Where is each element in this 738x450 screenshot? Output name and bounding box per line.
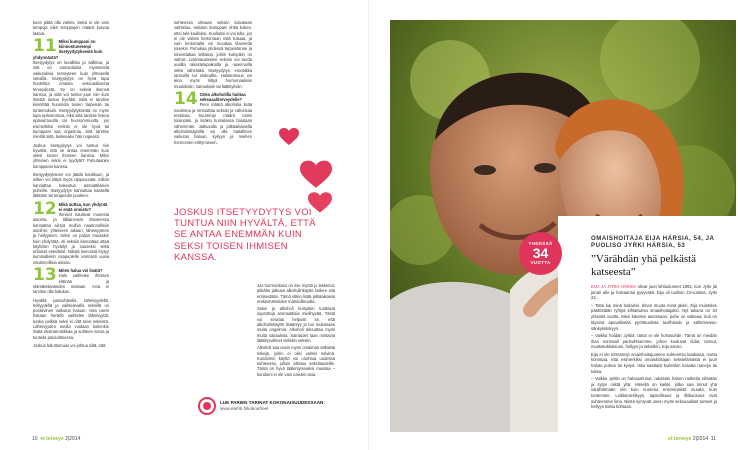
- story-intro: EIJA JA JYRKI HÄRSIA: [591, 284, 637, 289]
- body-paragraph: Jos hormonitaso on itse myötä jo laskenut, pitkään jatkuva alkoholinkäyttö laskee sitä entisestään. Tämä sitten lisää pitkäaikaisia erektiohäiriöiden mahdollisuutta.: [257, 283, 335, 304]
- story-label: OMAISHOITAJA EIJA HÄRSIA, 54, JA PUOLISO JYRKI HÄRSIA, 53: [591, 235, 715, 250]
- answer-text: Joskus itsetyydytys voi tuntua niin hyvältä, että se antaa enemmän kuin seksi toisen ihmisen kanssa. Miksi yhteinen seksi ei tyydytä? Puhutaanko kumppanin kanssa.: [33, 142, 109, 169]
- answer-text: Halu vaihtelee ihmisen elämän ja elämäntilanteiden mukaan. Aina ei tarvitse olla halukas.: [33, 273, 109, 295]
- promo-link[interactable]: www.etehti.fi/kokoufreet: [220, 406, 269, 411]
- page-footer-left: [32, 436, 80, 442]
- right-page: [369, 0, 738, 450]
- question-number: 11: [33, 35, 57, 56]
- issue-number: 2|2014: [692, 436, 709, 442]
- pull-quote: JOSKUS ITSETYYDYTYS VOI TUNTUA NIIN HYVÄLTÄ, ETTÄ SE ANTAA ENEMMÄN KUIN SEKSI TOISEN IHMISEN KANSSA.: [174, 207, 316, 263]
- body-paragraph: suhteessa olevaan seksiin kaivataan vaihtelua. Haluton kumppani ehkä kokee, ettei tule kuulluksi. Kuulluksi ei voi tulla, jos ei ole valmis kertomaan mitä haluaa, ja vain kertomalla voi muuttaa tilannetta toiseksi. Puhukaa yhdessä tarpeistanne ja toiveistakaa sellaisia, joihin kumpikin on valmis. Lisämausteeksi seksiin voi tuoda uusilla rakastelupaikoilla ja -asennoilla seksi vähentää. Itsetyydytys, erootiikka tarinoilla tai elokuvilla. Haluttomuus voi aina myös liittyä hormonaalisiin muutoksiin, sairauksiin tai lääkityksiin.: [174, 20, 252, 89]
- qa-item: [33, 172, 109, 198]
- question-number: 12: [33, 198, 57, 219]
- answer-text: Joskus haluttomuus voi johtua siitä, että: [33, 342, 106, 348]
- body-paragraph: koen pitää olla valmis. Seksi ei ole vain tempoja eikä temppujen määrä korvaa laatua.: [33, 20, 109, 36]
- qa-item: [33, 343, 109, 348]
- question-text: Mikä auttaa, kun yhdyntä ei enää onnistu?: [58, 201, 108, 212]
- answer-text: Pieni määrä alkoholia lisää nautintoa ja rentouttaa seksiin ja vahvistaa erektiota. Suurempi määrä toimii toisinpäin, ja lisäksi humalassa halutaan vähemmän. Jatkuvalla ja pitkäaikaisella alkoholinkäytöllä voi olla haitallinen vaikutus haluun, kykyyn ja miehen hormonien erittymiseen.: [174, 102, 252, 145]
- qa-item: [33, 143, 109, 169]
- answer-text: Itsetyydytys on luvallista ja sallittua, ja sitä on samanlaista myönteistä vaikutuksia terveyteen kuin yhteisellä seksillä. Itsetyydytys on hyvä tapa huolehtia omasta seksuaalisesta terveydestä. Se on seksiä itsensä kanssa, ja siitä voi toimia juuri niin kuin itsestä tuntuu hyvältä. Siitä ei tarvitse kiinnittää huomiota toisen tarpeisiin tai tuntemuksiin. Itsetyydytyksestä on myös lupa epäonnistua, eikä siitä tarvitse kokea epävarmuutta tai huonommuutta, jos esimerkiksi erektio ei ole hyvä tai kumppani saa orgasmia. Sitä tarvitse miettiä siitä, laskeaako hän nopeasti.: [33, 60, 109, 140]
- badge-top-text: YHDESSÄ: [528, 241, 553, 246]
- promo-box[interactable]: [198, 395, 328, 417]
- page-number: 11: [710, 436, 716, 442]
- text-column-3: [257, 283, 335, 379]
- badge-number: 34: [532, 245, 549, 261]
- page-footer-right: [668, 436, 716, 442]
- story-text: Eija ei ole törmännyt omaishoitajuuteen suhteensa laadussa, mutta korostaa, että esimerkiksi omaishoitajan seksielämästä ei juuri haluta puhua tai kysyä. Isku saattaisi kuitenkin kaivata rasvoja tai tukea.: [591, 351, 717, 374]
- badge-bottom-text: VUOTTA: [530, 260, 551, 265]
- story-box: [558, 216, 736, 432]
- story-text: – Vaikka hoidan Jyrkiä, tämä ei ole hoitosuhde. Tämä on meidän ihan normaali parisuhteemme, johon kuuluvat riidat, riemut, mustasukkaisuus, hellyys ja seksiikin, Eija sanoo.: [591, 332, 717, 350]
- qa-item: [33, 298, 109, 340]
- qa-item: [33, 198, 109, 266]
- story-text: – Vaikka Jyrkki on halvaantunut, rakastan hänen ruskeita silmiään ja sytyn niistä yhä. Hänellä on kaikki, jotka saa minut yhä värähtämään niin kuin nuorena ensimmäistä muutta, kuin tuntemme. Leikkimieliisyys, lapsellisuus ja ilkikurisuus ovat suhteemme lima. Niistä syntyvät usein myös seksuaaliset tunteet ja hellyys toista kohtaan.: [591, 375, 717, 410]
- qa-item: [33, 35, 109, 140]
- story-text: – Totta kai minä hoitaisin. Ilman muuta minä jäisin, Eija muistelee päätöstään ryhtyä kihlattunsa omaishoitajaksi. Nyt takana on 34 yhteistä vuotta. Mies käveleе autossaan, puhe on vaikeaa, kuti on täysinä apuvälineitä pyörätuolista tuolihissiin ja sähkövessa-sänkyksinkyyn.: [591, 302, 717, 331]
- story-paragraph: [591, 284, 717, 301]
- question-number: 13: [33, 265, 57, 286]
- story-paragraph: [591, 303, 717, 332]
- story-paragraph: [591, 352, 717, 375]
- story-title: ”Värähdän yhä pelkästä katseesta”: [591, 253, 697, 278]
- page-number: 10: [32, 436, 38, 442]
- question-text: Miten halua voi lisätä?: [58, 268, 103, 274]
- answer-text: Hyvällä parisuhteella, läheisyydellä, hellyydellä ja vaihtelevalla seksillä on positiivinen vaikutus haluun. Aika usein halutun henkilö vaihtelee läheisyyttä, koska pelkkä seksi ei riitä toive seksistä. Läheisyyden avulla voidaan kuitenkin lisätä ekstraerotiikkaa ja suhteen arvoa ja tunteita parisuhteessa.: [33, 297, 109, 340]
- issue-number: 2|2014: [65, 436, 81, 442]
- question-text: Onko alkoholilla haittaa seksuaaliterveydelle?: [199, 91, 246, 103]
- qa-item: [174, 88, 252, 145]
- promo-text: LUE PARIEN TARINAT KOKONAISUUDESSAAN:: [220, 400, 325, 406]
- heart-icon: [300, 160, 332, 190]
- answer-text: Itsetyydytykseen voi jäädä koukkuun, ja siihen voi liittyä myös riippuvuutta. Silloin kannattaa hakeutua ammattilaisen puheille. Itsetyydytys kannattaa käsitellä lääkärin tai terapeutin puoleen.: [33, 172, 109, 199]
- heart-icon: [308, 192, 332, 214]
- text-column-1: [33, 20, 109, 351]
- story-body: [591, 284, 717, 412]
- body-paragraph: Seksi ja alkoholi kumpikin tuottavat suprotteja aromaattisia mielihyvää. Tästä voi seurata helposti se, että alkoholinkäyttö lisääntyy ja tuo mukanaan muita ongelmia. Alkoholi aiheuttaa myös muita sairauksia. Sairaudet taas nostavat lääkitysuhteet vieläkin seksiin.: [257, 306, 335, 343]
- qa-item: [33, 265, 109, 295]
- body-paragraph: Alkoholi saa usein myös omaiman sellaista riskejä, joihin ei olisi valmis selvinä. Kondomin käyttö voi unohtua uudessa suhteessa, jolloin altistuu seksitaudeille. Tämä on hyvä lääkintymiseksi muistaa – kondomi ei ole vain naisten asia.: [257, 345, 335, 377]
- story-text: olivat juuri kihlautuneet 1982, kun Jyrki jäi junan alle ja halvaantui pysyvästi. Eija oli tuolloin 23-vuotias, Jyrki 22.: [591, 284, 718, 301]
- story-paragraph: [591, 376, 717, 410]
- answer-text: Ihmiset nauttivat monesta asiosta, ja tällainenкin tilanteessa kannattaa siirtyä muihin nautinnollisiin asioihin: yhteiseen aikaan, läheisyyteen ja hellyyteen. Seksi on paljon muutakin kuin yhdyntää, eli seksiin kannattaa ottaa käyttöön hyväilyt ja suuseksi sekä erilaiset seksilelut. Näistä keinoista löytyy kummallekin osapuolelle varmasti uusia nautinnollisia asioita.: [33, 212, 109, 265]
- text-column-2: [174, 20, 252, 148]
- years-together-badge: [519, 232, 562, 275]
- story-paragraph: [591, 333, 717, 350]
- heart-icon: [279, 128, 299, 146]
- magazine-name: et terveys: [40, 436, 64, 442]
- question-number: 14: [174, 88, 198, 109]
- question-text: Miksi kumppani on kiinnostuneempi itsetyydytyksestä kuin yhdynnästä?: [33, 38, 103, 60]
- magazine-name: et terveys: [668, 436, 692, 442]
- magazine-logo-icon: [198, 397, 216, 415]
